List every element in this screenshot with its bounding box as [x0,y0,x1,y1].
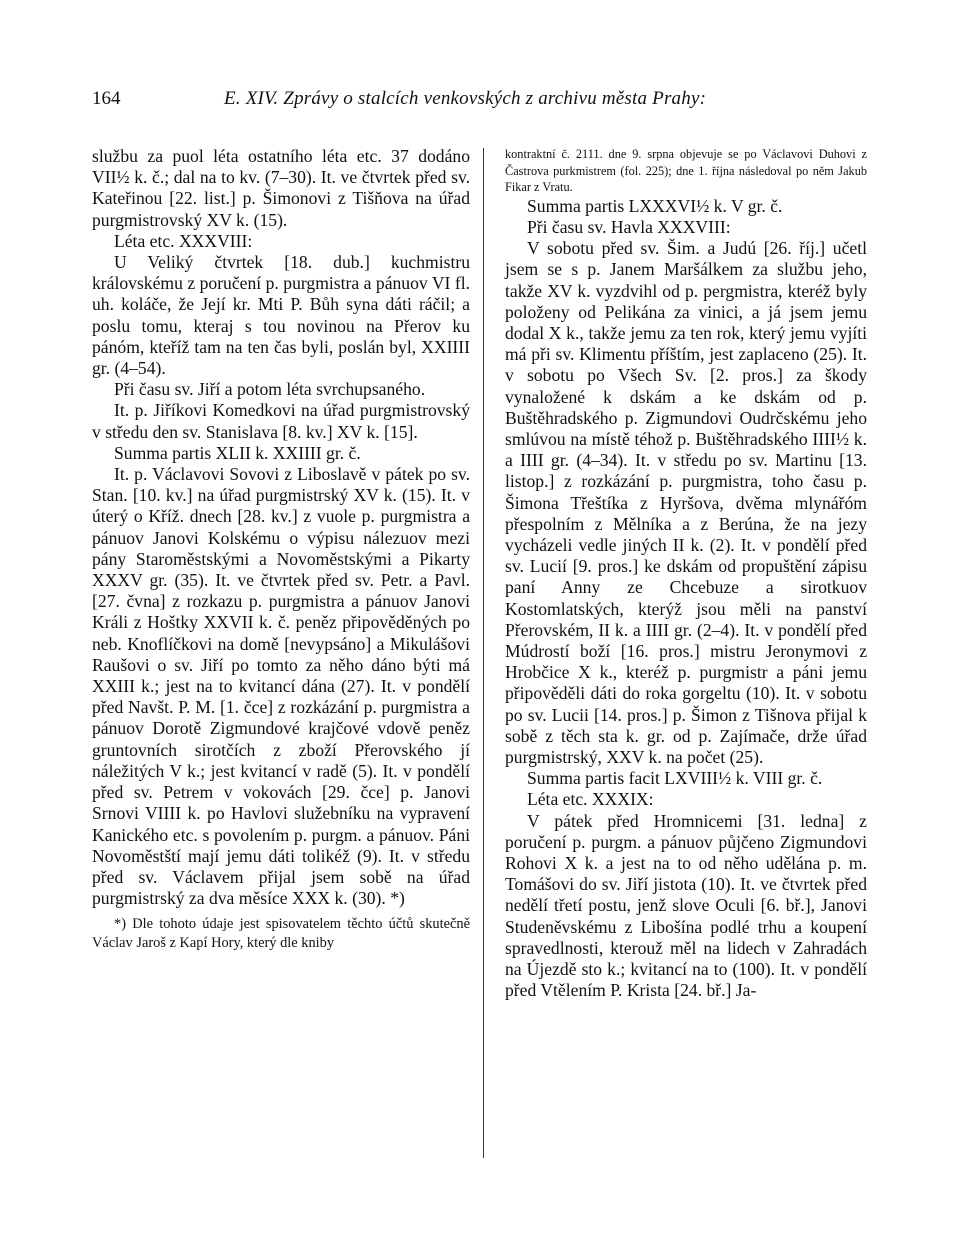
running-title: E. XIV. Zprávy o stalcích venkovských z archivu města Prahy: [224,88,707,109]
right-column [505,146,867,1002]
column-divider [483,148,484,1158]
summa-line: Summa partis facit LXVIII½ k. VIII gr. č. [527,768,823,789]
paragraph: U Veliký čtvrtek [18. dub.] kuchmistru královskému z poručení p. purgmistra a pánuov VI fl. uh. koláče, že Její kr. Mti P. Bůh syna dáti ráčil; a poslu tomu, kteraj s tou novinou na Přerov ku pánóm, kteříž tam na ten čas byli, poslán byl, XXIIII gr. (4–54). [92,252,470,379]
paragraph: V sobotu před sv. Šim. a Judú [26. říj.] učetl jsem se s p. Janem Maršálkem za službu jeho, takže XV k. vyzdvihl od p. pergmistra, kteréž byly položeny od Pelikána za vinici, a já jsem jemu dodal X k., takže jemu za ten rok, který jemu vyjíti má při sv. Klimentu příštím, jest zaplaceno (25). It. v sobotu po Všech Sv. [2. pros.] za škody vynaložené k dskám a ke dskám od p. Buštěhradského p. Zigmundovi Oudrčskému jeho smlúvou na místě téhož p. Buštěhradského IIII½ k. a IIII gr. (4–34). It. v středu po sv. Martinu [13. listop.] z rozkázání p. purgmistra, toho času p. Šimona Třeštíka z Hyršova, dvěma mlynářóm přespolním z Mělníka a z Berúna, že na jezy vycházeli vedle jiných II k. (2). It. v pondělí před sv. Lucií [9. pros.] ke dskám od propuštění zápisu paní Anny ze Chcebuze a sirotkuov Kostomlatských, kterýž jsou měli na panství Přerovském, II k. a IIII gr. (2–4). It. v pondělí před Múdrostí boží [16. pros.] mistru Jeronymovi z Hrobčice X k., kteréž p. purgmistr a páni jemu připověděli dáti do roka gorgeltu (10). It. v sobotu po sv. Lucii [14. pros.] p. Šimon z Tišnova přijal k sobě z těch sta k. gr. od p. Zajímače, drže úřad purgmistrský, XXV k. na počet (25). [505,238,867,768]
paragraph: V pátek před Hromnicemi [31. ledna] z poručení p. purgm. a pánuov půjčeno Zigmundovi Rohovi X k. a jest na to od něho udělána p. m. Tomášovi do sv. Jiří jistota (10). It. ve čtvrtek před nedělí třetí postu, jenž slove Oculi [6. bř.], Janovi Studeněvskému z Libošína podlé trhu a koupení spravedlnosti, kterouž měl na lidech v Zahradách na Újezdě sto k.; kvitancí na to (100). It. v pondělí před Vtělením P. Krista [24. bř.] Ja- [505,810,867,1001]
summa-line: Summa partis LXXXVI½ k. V gr. č. [527,195,783,216]
footnote-continuation: kontraktní č. 2111. dne 9. srpna objevuje se po Václavovi Duhovi z Častrova purkmistrem (fol. 225); dne 1. října následoval po něm Jakub Fikar z Vratu. [505,147,867,195]
left-column [92,146,470,953]
page-number: 164 [92,88,121,109]
section-heading: Při času sv. Jiří a potom léta svrchupsaného. [114,379,426,400]
paragraph: It. p. Jiříkovi Komedkovi na úřad purgmistrovský v středu den sv. Stanislava [8. kv.] XV k. [15]. [92,400,470,442]
paragraph: službu za puol léta ostatního léta etc. 37 dodáno VII½ k. č.; dal na to kv. (7–30). It. ve čtvrtek před sv. Kateřinou [22. list.] p. Šimonovi z Tišňova na úřad purgmistrovský XV k. (15). [92,146,470,230]
paragraph: It. p. Václavovi Sovovi z Liboslavě v pátek po sv. Stan. [10. kv.] na úřad purgmistrský XV k. (15). It. v úterý o Kříž. dnech [28. kv.] z vuole p. purgmistra a pánuov Janovi Kolskému o výpisu nálezuov mezi pány Staroměstskými a Novoměstskými a Pikarty XXXV gr. (35). It. ve čtvrtek před sv. Petr. a Pavl. [27. čvna] z rozkazu p. purgmistra a pánuov Janovi Králi z Hoštky XXVII k. č. peněz připověděných po neb. Knoflíčkovi na domě [nevypsáno] a Mikulášovi Raušovi o sv. Jiří po tomto za něho dáno býti má XXIII k.; jest na to kvitancí dána (27). It. v pondělí před Navšt. P. M. [1. čce] z rozkázání p. purgmistra a pánuov Dorotě Zigmundové krajčové vdově peněz gruntovních sirotčích z zboží Přerovského jí náležitých V k.; jest kvitancí v radě (5). It. v pondělí před sv. Petrem v vokovách [29. čce] p. Janovi Srnovi VIIII k. po Havlovi služebníku na vypravení Kanického etc. s povolením p. purgm. a pánuov. Páni Novoměstští mají jemu dáti tolikéž (9). It. v středu před sv. Václavem přijal jsem sobě na úřad purgmistrský za dva měsíce XXX k. (30). *) [92,464,470,909]
summa-line: Summa partis XLII k. XXIIII gr. č. [114,442,361,463]
section-heading: Léta etc. XXXIX: [527,789,654,810]
section-heading: Při času sv. Havla XXXVIII: [527,216,731,237]
footnote: *) Dle tohoto údaje jest spisovatelem těchto účtů skutečně Václav Jaroš z Kapí Hory, který dle kniby [92,916,470,952]
section-heading: Léta etc. XXXVIII: [114,230,253,251]
page-header [92,88,872,128]
